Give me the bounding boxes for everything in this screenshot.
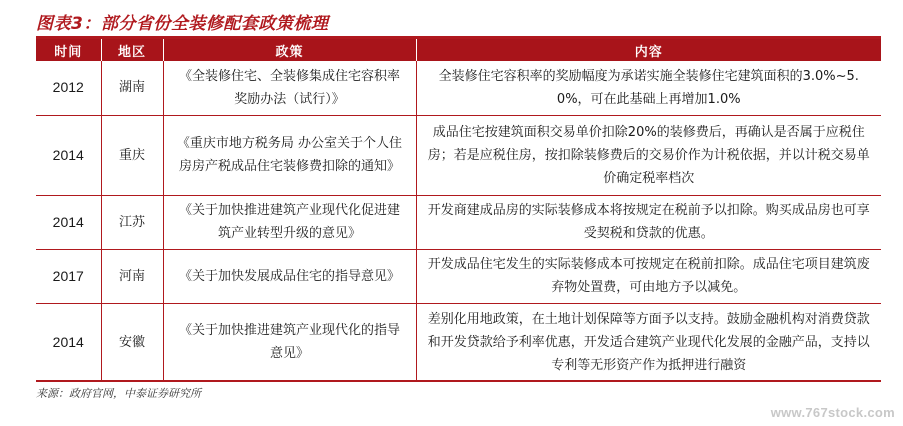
header-year: 时间 <box>36 39 101 61</box>
table-header-row <box>36 39 881 61</box>
table-row <box>36 195 881 249</box>
cell-region: 江苏 <box>101 195 163 249</box>
cell-content: 全装修住宅容积率的奖励幅度为承诺实施全装修住宅建筑面积的3.0%~5.0%，可在此基础上再增加1.0% <box>416 61 881 115</box>
cell-year: 2014 <box>36 195 101 249</box>
cell-region: 湖南 <box>101 61 163 115</box>
cell-policy: 《关于加快推进建筑产业现代化促进建筑产业转型升级的意见》 <box>163 195 416 249</box>
source-note: 来源：政府官网，中泰证券研究所 <box>36 380 881 401</box>
table-row <box>36 303 881 381</box>
cell-year: 2014 <box>36 303 101 381</box>
header-region: 地区 <box>101 39 163 61</box>
cell-content: 开发商建成品房的实际装修成本将按规定在税前予以扣除。购买成品房也可享受契税和贷款的优惠。 <box>416 195 881 249</box>
watermark: www.767stock.com <box>770 405 895 420</box>
cell-policy: 《关于加快发展成品住宅的指导意见》 <box>163 249 416 303</box>
cell-content: 开发成品住宅发生的实际装修成本可按规定在税前扣除。成品住宅项目建筑废弃物处置费，可由地方予以减免。 <box>416 249 881 303</box>
cell-year: 2017 <box>36 249 101 303</box>
cell-policy: 《全装修住宅、全装修集成住宅容积率奖励办法（试行）》 <box>163 61 416 115</box>
cell-region: 河南 <box>101 249 163 303</box>
policy-table <box>36 39 881 382</box>
cell-region: 安徽 <box>101 303 163 381</box>
table-row <box>36 249 881 303</box>
cell-content: 成品住宅按建筑面积交易单价扣除20%的装修费后，再确认是否属于应税住房；若是应税住房，按扣除装修费后的交易价作为计税依据，并以计税交易单价确定税率档次 <box>416 115 881 195</box>
header-content: 内容 <box>416 39 881 61</box>
cell-year: 2012 <box>36 61 101 115</box>
cell-policy: 《重庆市地方税务局 办公室关于个人住房房产税成品住宅装修费扣除的通知》 <box>163 115 416 195</box>
table-row <box>36 115 881 195</box>
header-policy: 政策 <box>163 39 416 61</box>
cell-year: 2014 <box>36 115 101 195</box>
cell-content: 差别化用地政策，在土地计划保障等方面予以支持。鼓励金融机构对消费贷款和开发贷款给予利率优惠，开发适合建筑产业现代化发展的金融产品，支持以专利等无形资产作为抵押进行融资 <box>416 303 881 381</box>
cell-region: 重庆 <box>101 115 163 195</box>
figure-title: 图表3：部分省份全装修配套政策梳理 <box>36 14 329 34</box>
cell-policy: 《关于加快推进建筑产业现代化的指导意见》 <box>163 303 416 381</box>
table-row <box>36 61 881 115</box>
